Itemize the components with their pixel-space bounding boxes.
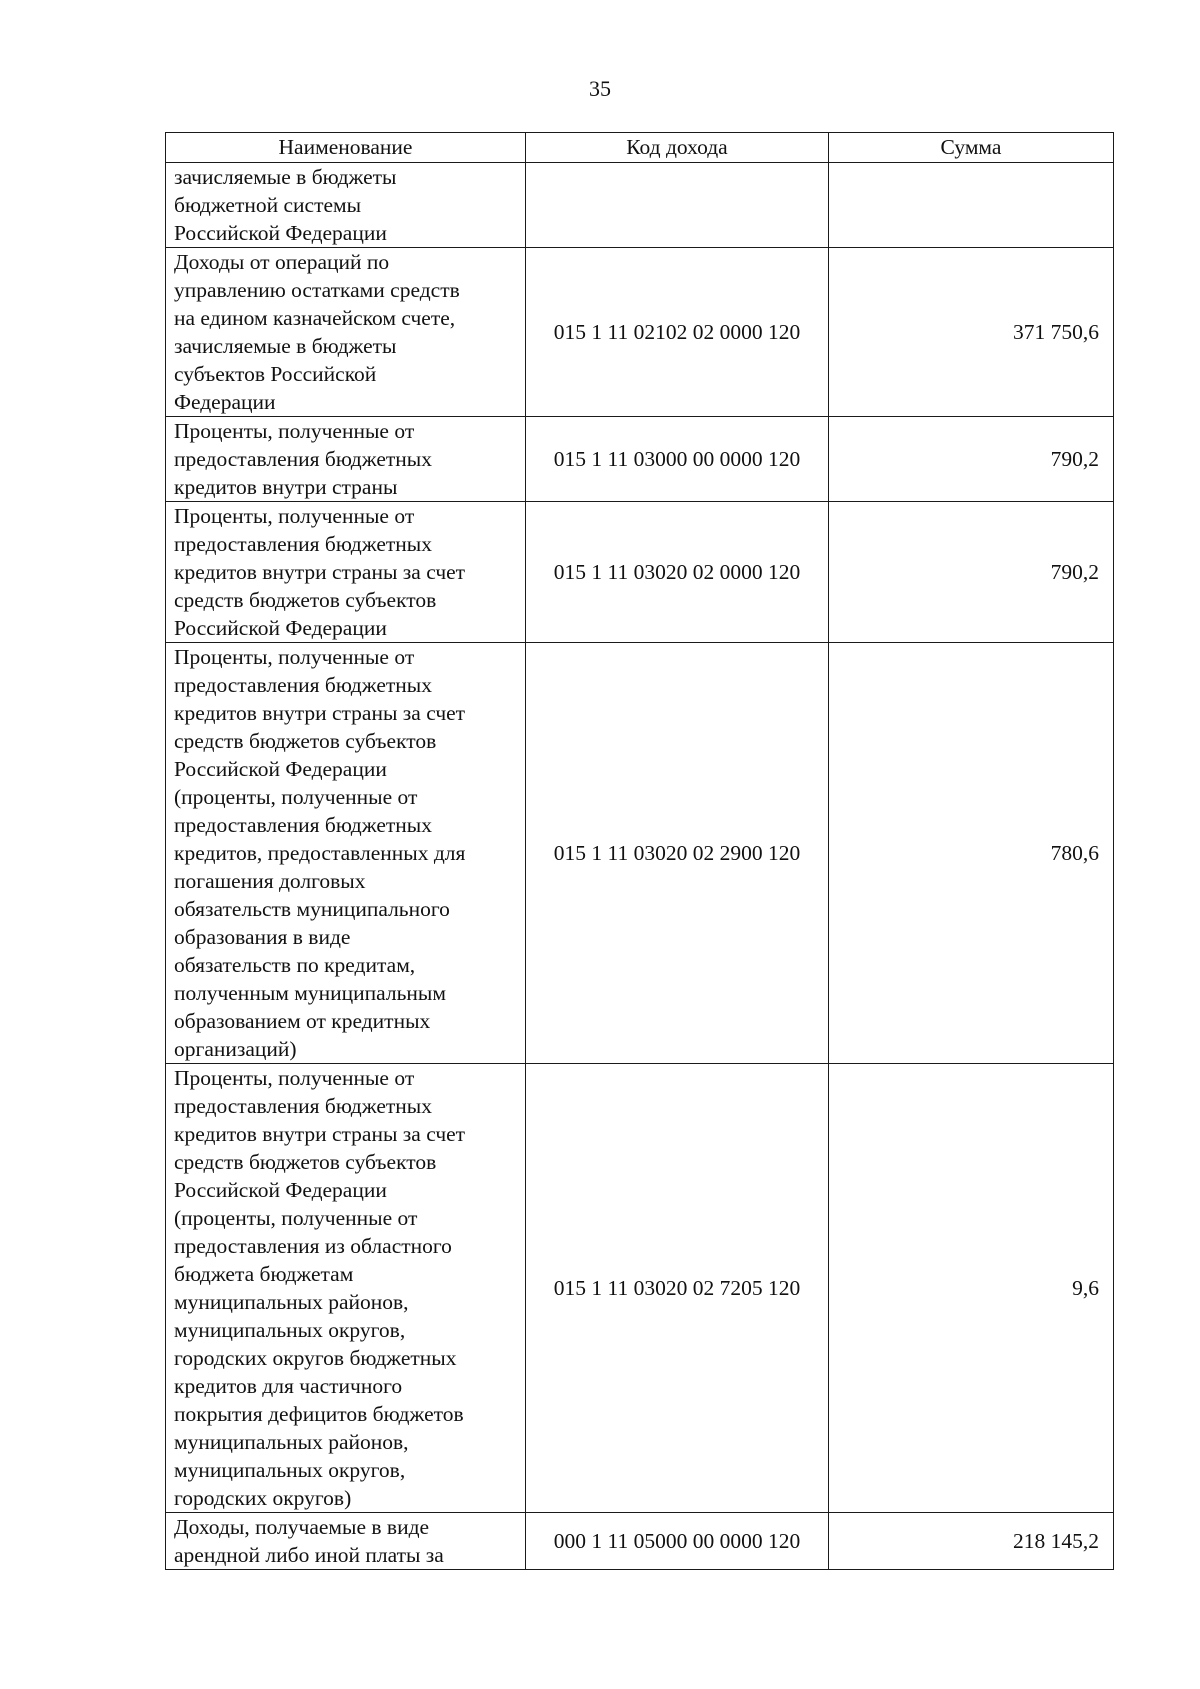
- revenue-name-line: Российской Федерации: [174, 1178, 387, 1202]
- revenue-name-cell: [166, 1064, 526, 1513]
- column-header-name: Наименование: [166, 133, 526, 163]
- table-row: [166, 1064, 1114, 1513]
- column-header-code: Код дохода: [526, 133, 829, 163]
- revenue-name-line: обязательств муниципального: [174, 897, 450, 921]
- revenue-name-line: на едином казначейском счете,: [174, 306, 456, 330]
- revenue-name-line: погашения долговых: [174, 869, 366, 893]
- revenue-name-line: зачисляемые в бюджеты: [174, 334, 397, 358]
- table-header-row: [166, 133, 1114, 163]
- revenue-name-line: обязательств по кредитам,: [174, 953, 416, 977]
- revenue-name-line: Проценты, полученные от: [174, 1066, 415, 1090]
- revenue-name-line: покрытия дефицитов бюджетов: [174, 1402, 464, 1426]
- revenue-name-cell: [166, 502, 526, 643]
- revenue-sum-cell: 371 750,6: [829, 248, 1114, 417]
- revenue-sum-cell: 790,2: [829, 417, 1114, 502]
- revenue-code-cell: [526, 163, 829, 248]
- revenue-name-line: (проценты, полученные от: [174, 785, 418, 809]
- revenue-name-line: Проценты, полученные от: [174, 419, 415, 443]
- table-row: [166, 1513, 1114, 1570]
- revenue-name-line: Российской Федерации: [174, 221, 387, 245]
- revenue-name-cell: [166, 248, 526, 417]
- revenue-sum-cell: [829, 163, 1114, 248]
- revenue-name-line: арендной либо иной платы за: [174, 1543, 444, 1567]
- revenue-name-cell: [166, 1513, 526, 1570]
- revenue-name-line: организаций): [174, 1037, 297, 1061]
- revenue-name-line: Доходы от операций по: [174, 250, 390, 274]
- revenue-name-line: (проценты, полученные от: [174, 1206, 418, 1230]
- revenue-name-line: средств бюджетов субъектов: [174, 729, 437, 753]
- revenue-name-line: муниципальных районов,: [174, 1290, 409, 1314]
- table-body: [166, 163, 1114, 1570]
- revenue-name-line: средств бюджетов субъектов: [174, 588, 437, 612]
- table-row: [166, 502, 1114, 643]
- table-row: [166, 248, 1114, 417]
- revenue-sum-cell: 218 145,2: [829, 1513, 1114, 1570]
- revenue-name-line: кредитов внутри страны: [174, 475, 398, 499]
- revenue-sum-cell: 790,2: [829, 502, 1114, 643]
- revenue-name-line: Российской Федерации: [174, 757, 387, 781]
- revenue-name-line: Проценты, полученные от: [174, 504, 415, 528]
- revenue-name-line: предоставления бюджетных: [174, 813, 432, 837]
- column-header-sum: Сумма: [829, 133, 1114, 163]
- revenue-name-cell: [166, 163, 526, 248]
- revenue-name-line: образования в виде: [174, 925, 351, 949]
- page-number: 35: [589, 76, 611, 101]
- table-row: [166, 163, 1114, 248]
- revenue-name-line: муниципальных округов,: [174, 1318, 406, 1342]
- revenue-name-line: муниципальных округов,: [174, 1458, 406, 1482]
- revenue-code-cell: 015 1 11 03020 02 2900 120: [526, 643, 829, 1064]
- revenue-name-line: кредитов, предоставленных для: [174, 841, 466, 865]
- revenue-name-line: предоставления бюджетных: [174, 1094, 432, 1118]
- revenue-name-line: Российской Федерации: [174, 616, 387, 640]
- revenue-name-line: предоставления бюджетных: [174, 532, 432, 556]
- revenue-name-line: бюджета бюджетам: [174, 1262, 354, 1286]
- table-row: [166, 417, 1114, 502]
- revenue-name-line: Доходы, получаемые в виде: [174, 1515, 430, 1539]
- revenue-name-line: зачисляемые в бюджеты: [174, 165, 397, 189]
- revenue-name-line: средств бюджетов субъектов: [174, 1150, 437, 1174]
- revenue-name-line: предоставления бюджетных: [174, 447, 432, 471]
- revenue-code-cell: 015 1 11 03000 00 0000 120: [526, 417, 829, 502]
- revenue-name-line: образованием от кредитных: [174, 1009, 431, 1033]
- revenue-name-line: Проценты, полученные от: [174, 645, 415, 669]
- revenue-name-cell: [166, 643, 526, 1064]
- revenue-name-line: кредитов для частичного: [174, 1374, 403, 1398]
- revenue-name-line: кредитов внутри страны за счет: [174, 701, 466, 725]
- revenue-name-line: муниципальных районов,: [174, 1430, 409, 1454]
- revenue-table: [165, 132, 1114, 1570]
- revenue-code-cell: 015 1 11 03020 02 7205 120: [526, 1064, 829, 1513]
- revenue-code-cell: 015 1 11 02102 02 0000 120: [526, 248, 829, 417]
- revenue-name-line: предоставления бюджетных: [174, 673, 432, 697]
- revenue-code-cell: 015 1 11 03020 02 0000 120: [526, 502, 829, 643]
- revenue-name-line: бюджетной системы: [174, 193, 362, 217]
- revenue-sum-cell: 780,6: [829, 643, 1114, 1064]
- revenue-name-line: предоставления из областного: [174, 1234, 452, 1258]
- revenue-name-cell: [166, 417, 526, 502]
- revenue-name-line: полученным муниципальным: [174, 981, 446, 1005]
- revenue-name-line: городских округов бюджетных: [174, 1346, 457, 1370]
- table-row: [166, 643, 1114, 1064]
- revenue-name-line: управлению остатками средств: [174, 278, 460, 302]
- revenue-sum-cell: 9,6: [829, 1064, 1114, 1513]
- revenue-name-line: субъектов Российской: [174, 362, 377, 386]
- revenue-name-line: городских округов): [174, 1486, 352, 1510]
- revenue-name-line: кредитов внутри страны за счет: [174, 560, 466, 584]
- revenue-code-cell: 000 1 11 05000 00 0000 120: [526, 1513, 829, 1570]
- revenue-name-line: Федерации: [174, 390, 276, 414]
- revenue-name-line: кредитов внутри страны за счет: [174, 1122, 466, 1146]
